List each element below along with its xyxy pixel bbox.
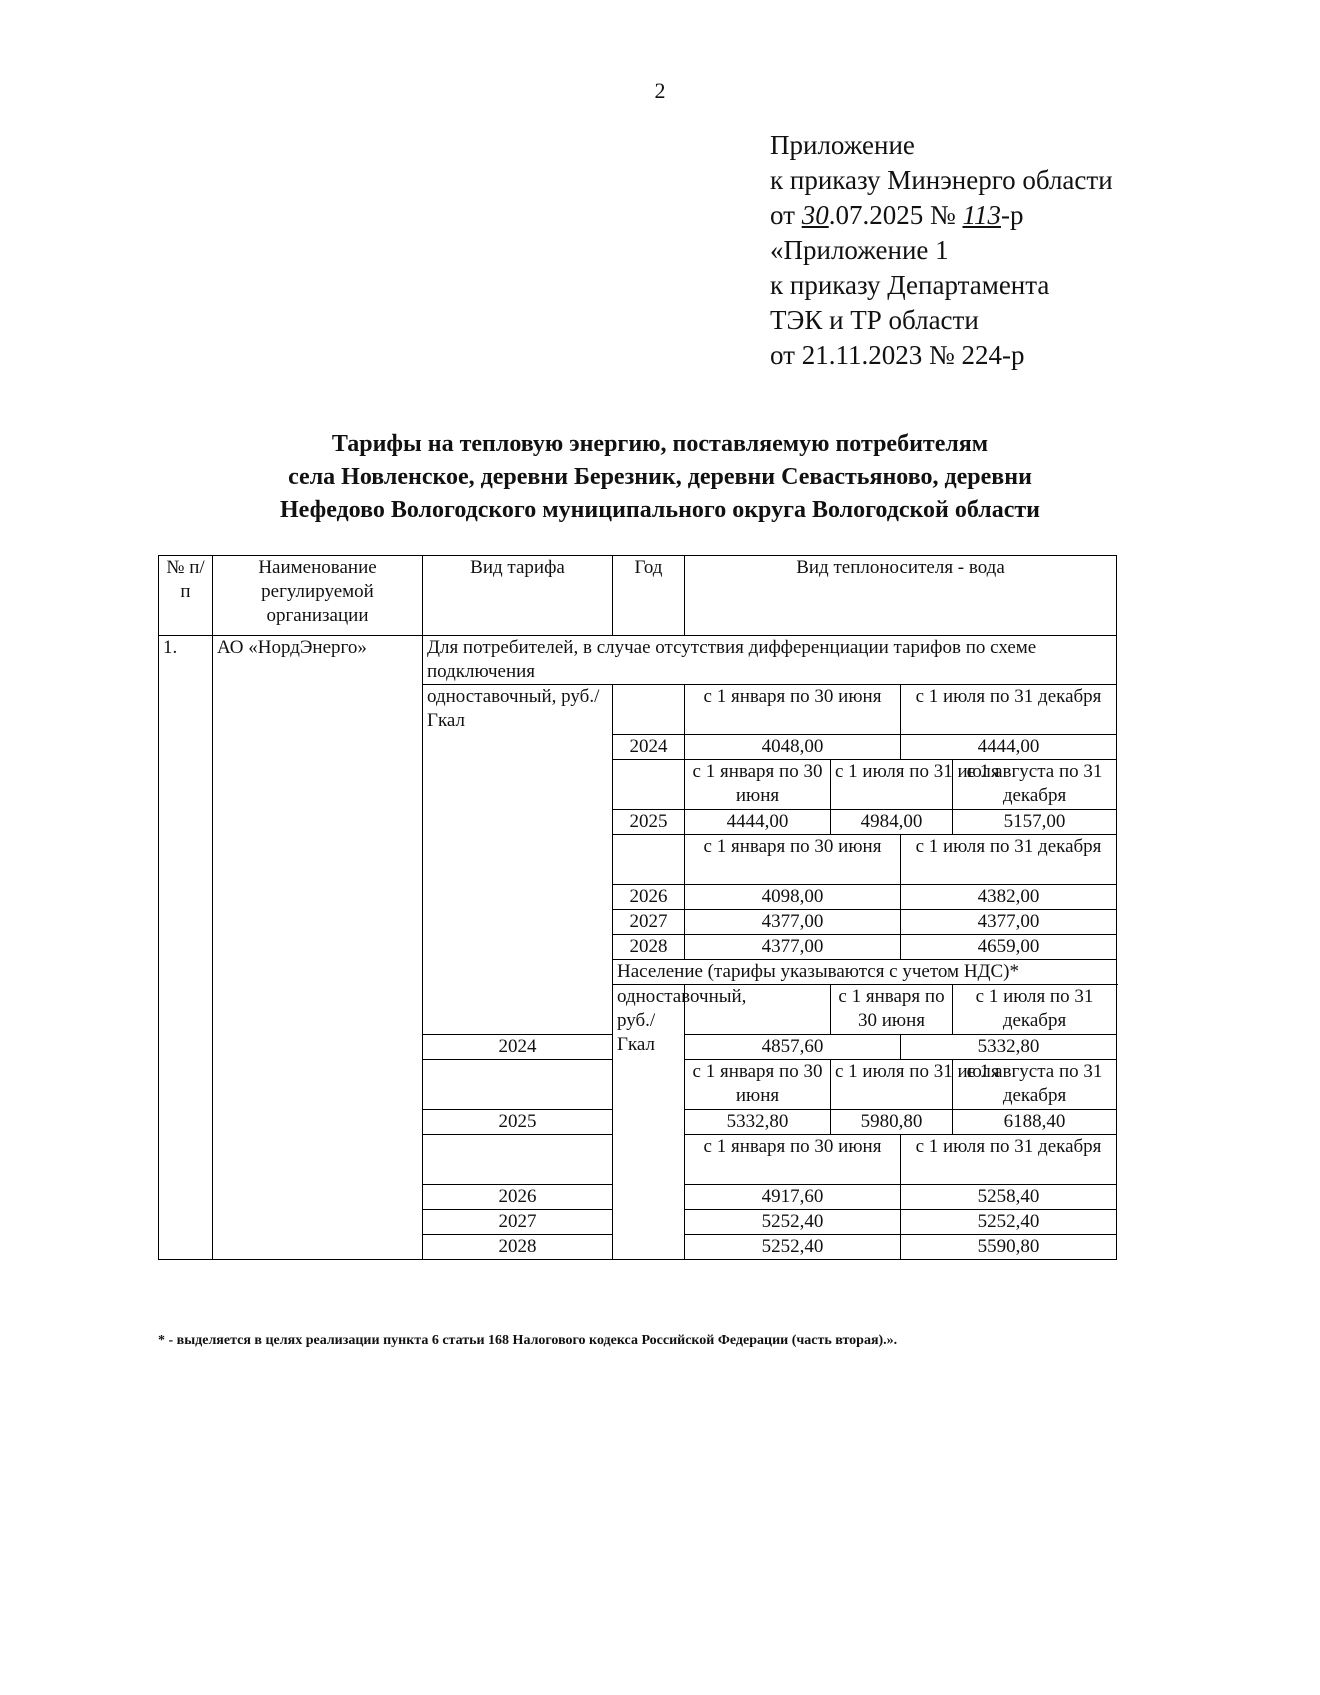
period-header: с 1 июля по 31 декабря xyxy=(901,835,1117,885)
year-cell: 2026 xyxy=(423,1185,613,1210)
tariff-value: 5332,80 xyxy=(901,1035,1117,1060)
tariff-value: 4098,00 xyxy=(685,885,901,910)
year-cell: 2027 xyxy=(423,1210,613,1235)
year-cell: 2027 xyxy=(613,910,685,935)
tariff-value: 5258,40 xyxy=(901,1185,1117,1210)
period-header: с 1 июля по 31 декабря xyxy=(901,1135,1117,1185)
row-number: 1. xyxy=(159,636,213,1260)
appendix-line: от 21.11.2023 № 224-р xyxy=(770,340,1025,370)
header-year: Год xyxy=(613,556,685,636)
period-header: с 1 июля по 31 декабря xyxy=(901,685,1117,735)
year-cell: 2028 xyxy=(613,935,685,960)
period-header: с 1 августа по 31 декабря xyxy=(953,1060,1117,1110)
document-title xyxy=(150,428,1170,527)
empty-cell xyxy=(613,685,685,735)
empty-cell xyxy=(613,835,685,885)
table-row xyxy=(159,636,1117,685)
header-organization: Наименование регулируемой организации xyxy=(213,556,423,636)
period-header: с 1 июля по 31 июля xyxy=(831,1060,953,1110)
tariff-value: 4377,00 xyxy=(685,910,901,935)
appendix-line: ТЭК и ТР области xyxy=(770,305,979,335)
order-day-handwritten: 30 xyxy=(801,200,829,230)
tariff-value: 4048,00 xyxy=(685,735,901,760)
organization-name: АО «НордЭнерго» xyxy=(213,636,423,1260)
order-date-middle: .07.2025 № xyxy=(828,200,963,230)
period-header: с 1 января по 30 июня xyxy=(685,835,901,885)
order-number-suffix: -р xyxy=(1000,200,1024,230)
tariff-value: 4444,00 xyxy=(901,735,1117,760)
period-header: с 1 января по 30 июня xyxy=(685,760,831,810)
tariff-value: 6188,40 xyxy=(953,1110,1117,1135)
appendix-line: «Приложение 1 xyxy=(770,235,949,265)
empty-cell xyxy=(423,1135,613,1185)
order-number-handwritten: 113 xyxy=(962,200,1001,230)
table-header-row xyxy=(159,556,1117,636)
appendix-line: к приказу Департамента xyxy=(770,270,1050,300)
title-line: Тарифы на тепловую энергию, поставляемую потребителям xyxy=(331,431,989,457)
tariff-value: 5252,40 xyxy=(685,1235,901,1260)
period-header: с 1 января по 30 июня xyxy=(685,1135,901,1185)
title-line: Нефедово Вологодского муниципального округа Вологодской области xyxy=(279,497,1041,523)
appendix-block xyxy=(770,128,1113,373)
year-cell: 2028 xyxy=(423,1235,613,1260)
period-header: с 1 июля по 31 июля xyxy=(831,760,953,810)
tariff-kind: одноставочный, руб./Гкал xyxy=(613,985,685,1260)
tariff-value: 4377,00 xyxy=(901,910,1117,935)
page-number: 2 xyxy=(654,78,666,103)
section-consumers-label: Для потребителей, в случае отсутствия дифференциации тарифов по схеме подключения xyxy=(423,636,1117,685)
year-cell: 2024 xyxy=(613,735,685,760)
tariff-value: 4984,00 xyxy=(831,810,953,835)
period-header: с 1 января по 30 июня xyxy=(685,685,901,735)
year-cell: 2026 xyxy=(613,885,685,910)
tariff-value: 5157,00 xyxy=(953,810,1117,835)
tariff-value: 4659,00 xyxy=(901,935,1117,960)
appendix-line: к приказу Минэнерго области xyxy=(770,165,1113,195)
tariff-value: 4377,00 xyxy=(685,935,901,960)
tariff-kind: одноставочный, руб./Гкал xyxy=(423,685,613,1035)
tariff-value: 4917,60 xyxy=(685,1185,901,1210)
tariff-value: 4857,60 xyxy=(685,1035,901,1060)
tariff-table xyxy=(158,555,1117,1260)
appendix-order-line xyxy=(770,198,1113,233)
tariff-value: 4382,00 xyxy=(901,885,1117,910)
year-cell: 2024 xyxy=(423,1035,613,1060)
tariff-value: 5590,80 xyxy=(901,1235,1117,1260)
year-cell: 2025 xyxy=(423,1110,613,1135)
tariff-value: 5332,80 xyxy=(685,1110,831,1135)
footnote: * - выделяется в целях реализации пункта 6 статьи 168 Налогового кодекса Российской Федерации (часть вторая).». xyxy=(158,1333,898,1348)
section-population-label: Население (тарифы указываются с учетом НДС)* xyxy=(613,960,1117,985)
year-cell: 2025 xyxy=(613,810,685,835)
period-header: с 1 июля по 31 декабря xyxy=(953,985,1117,1035)
tariff-value: 4444,00 xyxy=(685,810,831,835)
order-date-prefix: от xyxy=(770,200,802,230)
tariff-value: 5252,40 xyxy=(901,1210,1117,1235)
period-header: с 1 августа по 31 декабря xyxy=(953,760,1117,810)
appendix-line: Приложение xyxy=(770,130,915,160)
header-num: № п/п xyxy=(159,556,213,636)
period-header: с 1 января по 30 июня xyxy=(685,1060,831,1110)
header-heat-carrier: Вид теплоносителя - вода xyxy=(685,556,1117,636)
tariff-value: 5252,40 xyxy=(685,1210,901,1235)
period-header: с 1 января по 30 июня xyxy=(831,985,953,1035)
title-line: села Новленское, деревни Березник, деревни Севастьяново, деревни xyxy=(288,464,1032,490)
empty-cell xyxy=(423,1060,613,1110)
header-tariff-type: Вид тарифа xyxy=(423,556,613,636)
empty-cell xyxy=(613,760,685,810)
tariff-value: 5980,80 xyxy=(831,1110,953,1135)
